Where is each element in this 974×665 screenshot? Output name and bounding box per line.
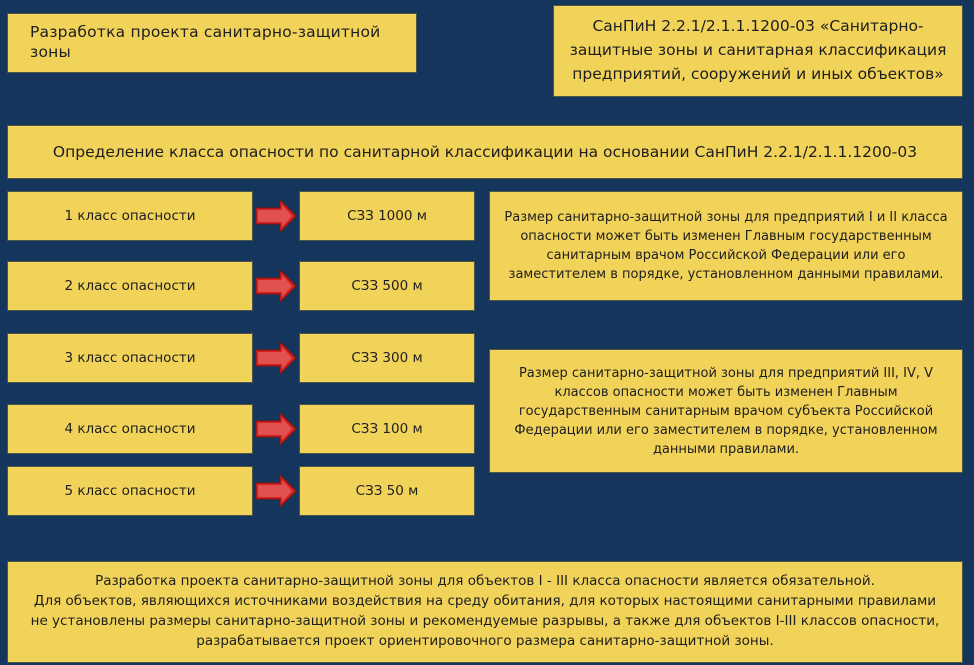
szz-size-4: СЗЗ 100 м	[300, 405, 474, 453]
bottom-line-2: Для объектов, являющихся источниками воздействия на среду обитания, для которых настоящими санитарными правилами не установлены размеры санитарно-защитной зоны и рекомендуемые разрывы, а также для объектов I-III классов опасности, разрабатывается проект ориентировочного размера санитарно-защитной зоны.	[30, 593, 940, 649]
bottom-line-1: Разработка проекта санитарно-защитной зоны для объектов I - III класса опасности является обязательной.	[95, 573, 875, 589]
right-arrow-icon	[254, 474, 298, 508]
bottom-info-box	[8, 562, 962, 662]
right-arrow-icon	[254, 199, 298, 233]
definition-box: Определение класса опасности по санитарной классификации на основании СанПиН 2.2.1/2.1.1.1200-03	[8, 126, 962, 178]
szz-size-3: СЗЗ 300 м	[300, 334, 474, 382]
right-arrow-icon	[254, 341, 298, 375]
right-arrow-icon	[254, 412, 298, 446]
hazard-class-4: 4 класс опасности	[8, 405, 252, 453]
szz-size-2: СЗЗ 500 м	[300, 262, 474, 310]
note-classes-3-5-text: Размер санитарно-защитной зоны для предприятий III, IV, V классов опасности может быть изменен Главным государственным санитарным врачом субъекта Российской Федерации или его заместителем в порядке, установленном данными правилами.	[514, 365, 938, 457]
hazard-class-2: 2 класс опасности	[8, 262, 252, 310]
right-arrow-icon	[254, 269, 298, 303]
note-classes-1-2	[490, 192, 962, 300]
sanpin-reference-box: СанПиН 2.2.1/2.1.1.1200-03 «Санитарно-защитные зоны и санитарная классификация предприятий, сооружений и иных объектов»	[554, 6, 962, 96]
title-box: Разработка проекта санитарно-защитной зоны	[8, 14, 416, 72]
note-classes-3-5	[490, 350, 962, 472]
hazard-class-5: 5 класс опасности	[8, 467, 252, 515]
hazard-class-1: 1 класс опасности	[8, 192, 252, 240]
szz-size-1: СЗЗ 1000 м	[300, 192, 474, 240]
szz-size-5: СЗЗ 50 м	[300, 467, 474, 515]
hazard-class-3: 3 класс опасности	[8, 334, 252, 382]
note-classes-1-2-text: Размер санитарно-защитной зоны для предприятий I и II класса опасности может быть изменен Главным государственным санитарным врачом Российской Федерации или его заместителем в порядке, установленном данными правилами.	[504, 210, 948, 282]
